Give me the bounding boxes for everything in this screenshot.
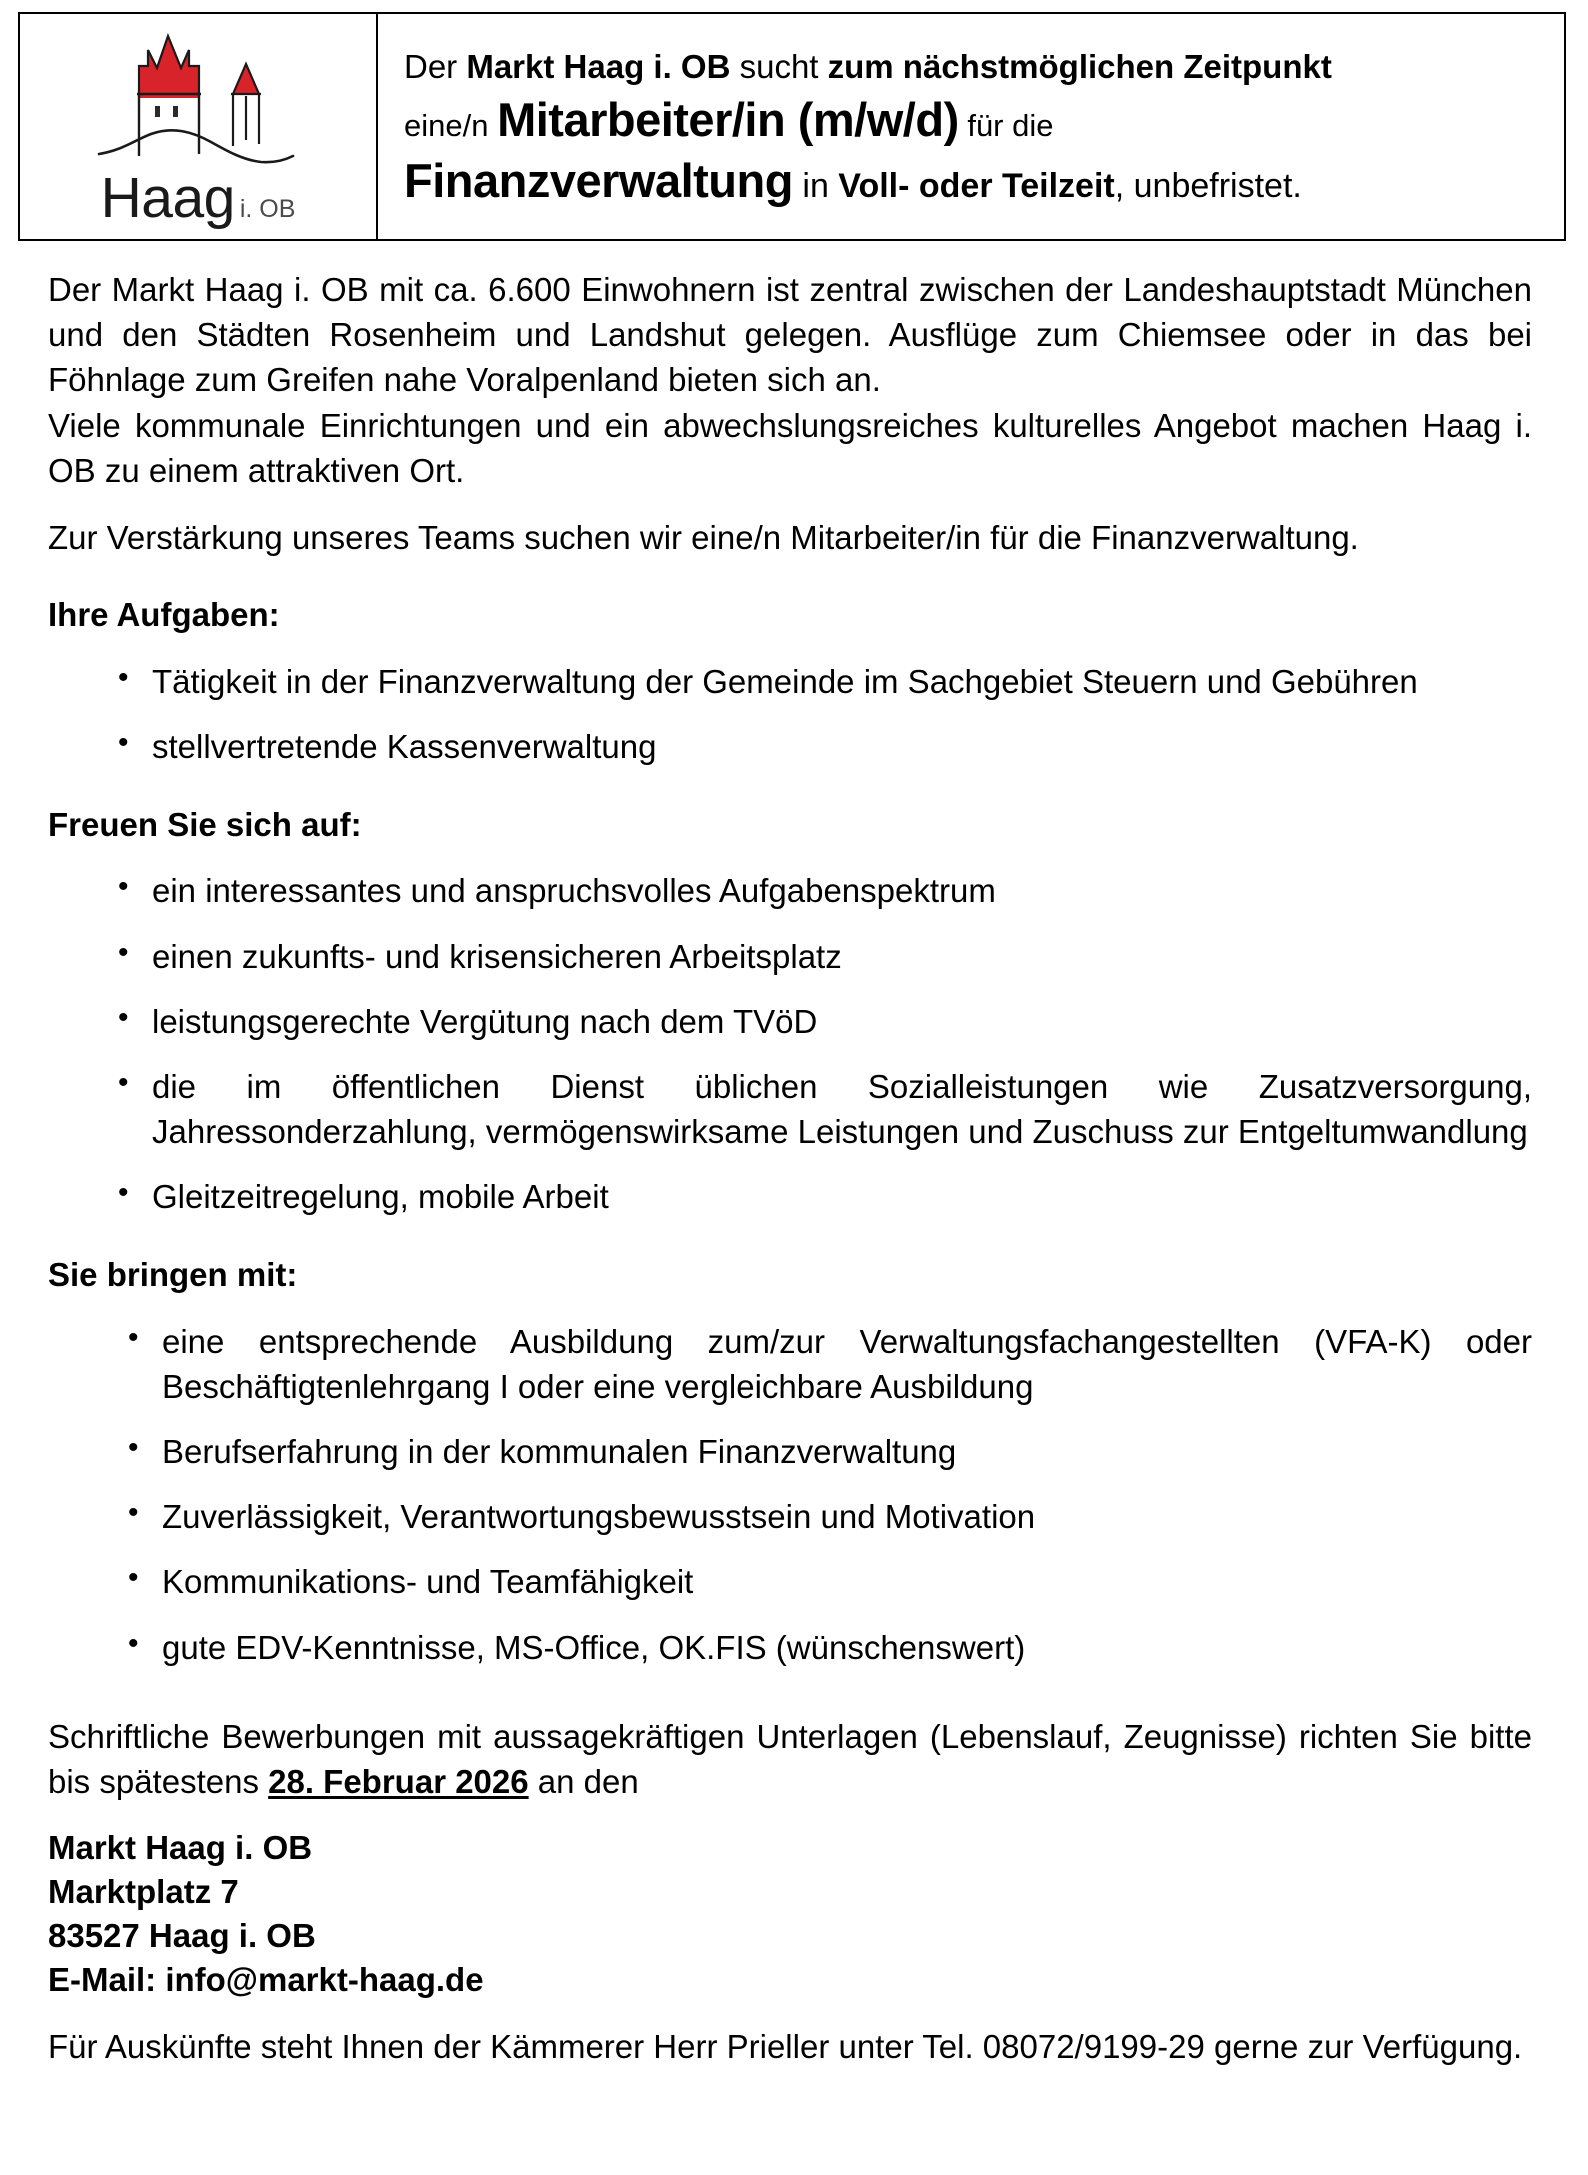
headline-line-1: [404, 46, 1544, 89]
list-item: • gute EDV-Kenntnisse, MS-Office, OK.FIS (wünschenswert): [110, 1625, 1532, 1670]
headline-l2-p2: Mitarbeiter/in (m/w/d): [497, 92, 959, 146]
contact-note: Für Auskünfte steht Ihnen der Kämmerer Herr Prieller unter Tel. 08072/9199-29 gerne zur Verfügung.: [48, 2027, 1523, 2065]
headline-l3-p3: Voll- oder Teilzeit: [838, 166, 1115, 205]
logo-wordmark-main: Haag: [100, 166, 235, 230]
list-item: • Tätigkeit in der Finanzverwaltung der Gemeinde im Sachgebiet Steuern und Gebühren: [100, 659, 1532, 704]
intro-paragraph-2: Viele kommunale Einrichtungen und ein abwechslungsreiches kulturelles Angebot machen Haag i. OB zu einem attraktiven Ort.: [48, 406, 1532, 489]
logo-cell: [20, 14, 378, 239]
application-instructions: [48, 1714, 1532, 1804]
application-deadline: 28. Februar 2026: [268, 1762, 529, 1800]
section-list-freuen: [48, 868, 1532, 1219]
list-item: • Gleitzeitregelung, mobile Arbeit: [100, 1174, 1532, 1219]
headline-l1-p4: zum nächstmöglichen Zeitpunkt: [827, 47, 1332, 85]
headline-l3-p1: Finanzverwaltung: [404, 153, 793, 207]
castle-crest-icon: [93, 28, 303, 176]
section-heading-freuen: Freuen Sie sich auf:: [48, 805, 362, 843]
employer-address-block: [48, 1826, 1532, 2002]
headline-l3-p4: , unbefristet.: [1114, 166, 1302, 205]
section-list-aufgaben: [48, 659, 1532, 769]
body-content: [18, 241, 1566, 2069]
list-item: • die im öffentlichen Dienst üblichen Sozialleistungen wie Zusatzversorgung, Jahressonderzahlung, vermögenswirksame Leistungen und Zuschuss zur Entgeltumwandlung: [100, 1064, 1532, 1154]
headline-l3-p2: in: [792, 166, 839, 205]
section-heading-bringen: Sie bringen mit:: [48, 1255, 298, 1293]
headline-line-3: [404, 150, 1544, 211]
intro-paragraph-1: Der Markt Haag i. OB mit ca. 6.600 Einwohnern ist zentral zwischen der Landeshauptstadt München und den Städten Rosenheim und Landshut gelegen. Ausflüge zum Chiemsee oder in das bei Föhnlage zum Greifen nahe Voralpenland bieten sich an.: [48, 271, 1532, 399]
list-item: • ein interessantes und anspruchsvolles Aufgabenspektrum: [100, 868, 1532, 913]
application-text-part1: Schriftliche Bewerbungen mit aussagekräftigen Unterlagen (Lebenslauf, Zeugnisse) richten Sie bitte bis spätestens: [48, 1717, 1532, 1800]
list-item: • Zuverlässigkeit, Verantwortungsbewusstsein und Motivation: [110, 1494, 1532, 1539]
headline-line-2: [404, 89, 1544, 150]
list-item: • eine entsprechende Ausbildung zum/zur Verwaltungsfachangestellten (VFA-K) oder Beschäftigtenlehrgang I oder eine vergleichbare Ausbildung: [110, 1319, 1532, 1409]
headline-l2-p1: eine/n: [404, 107, 498, 143]
address-line: Marktplatz 7: [48, 1873, 239, 1911]
list-item: • Kommunikations- und Teamfähigkeit: [110, 1559, 1532, 1604]
section-heading-aufgaben: Ihre Aufgaben:: [48, 596, 280, 634]
address-line: 83527 Haag i. OB: [48, 1916, 316, 1954]
headline-cell: [378, 14, 1564, 239]
list-item: • einen zukunfts- und krisensicheren Arbeitsplatz: [100, 934, 1532, 979]
headline-l1-p2: Markt Haag i. OB: [466, 47, 731, 85]
application-text-part2: an den: [528, 1762, 639, 1800]
section-list-bringen: [48, 1319, 1532, 1670]
logo-wordmark-suffix: i. OB: [239, 195, 296, 223]
address-email-line: E-Mail: info@markt-haag.de: [48, 1960, 484, 1998]
list-item: • stellvertretende Kassenverwaltung: [100, 724, 1532, 769]
logo-wordmark: [100, 166, 296, 230]
headline-l1-p3: sucht: [730, 47, 828, 85]
headline-l1-p1: Der: [404, 47, 467, 85]
header-box: [18, 12, 1566, 241]
list-item: • Berufserfahrung in der kommunalen Finanzverwaltung: [110, 1429, 1532, 1474]
intro-paragraph-3: Zur Verstärkung unseres Teams suchen wir eine/n Mitarbeiter/in für die Finanzverwaltung.: [48, 519, 1359, 557]
headline-l2-p3: für die: [958, 107, 1054, 143]
address-line: Markt Haag i. OB: [48, 1829, 313, 1867]
list-item: • leistungsgerechte Vergütung nach dem TVöD: [100, 999, 1532, 1044]
